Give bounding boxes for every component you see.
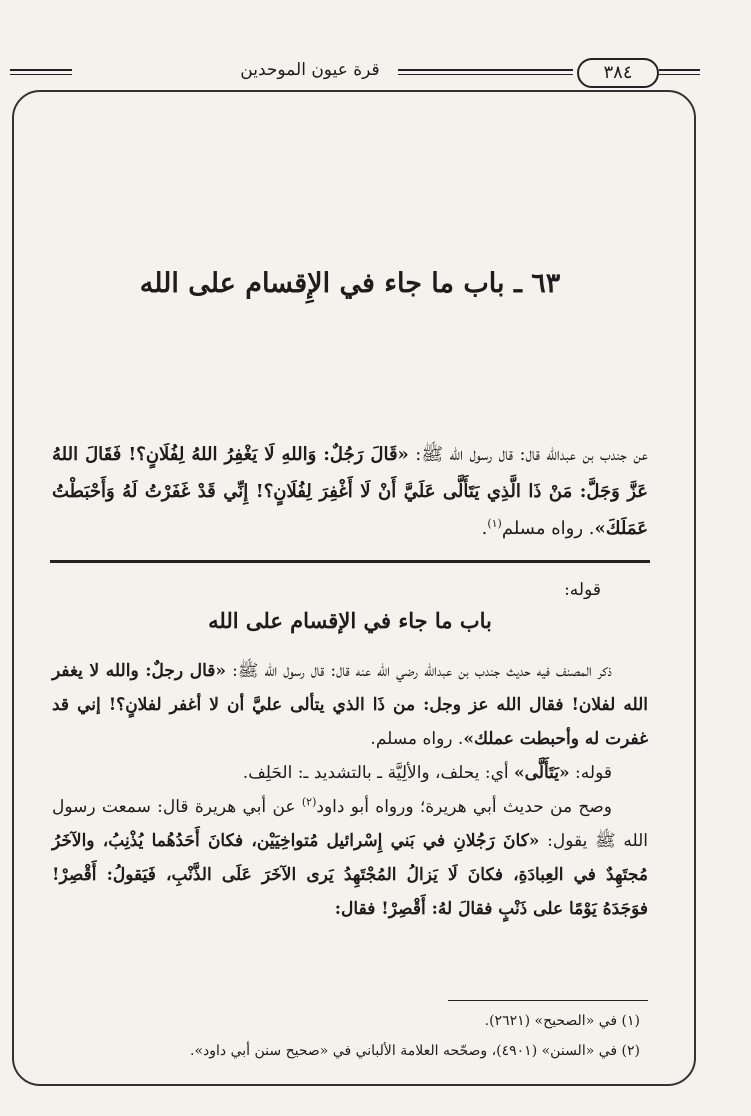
header-rule <box>398 74 573 75</box>
paragraph-text: قوله: <box>569 763 612 783</box>
paragraph <box>52 654 648 756</box>
section-heading: باب ما جاء في الإقسام على الله <box>208 608 492 633</box>
paragraph-text: عن أبي هريرة قال: سمعت رسول الله ﷺ يقول: <box>52 797 648 851</box>
commentary-label: قوله: <box>564 580 601 600</box>
hadith-quote: «قَالَ رَجُلٌ: وَاللهِ لَا يَغْفِرُ اللهُ لِفُلَانٍ؟! فَقَالَ اللهُ عَزَّ وَجَلَّ: مَنْ ذَا الَّذِي يَتَأَلَّى عَلَيَّ أَنْ لَا أَغْفِرَ لِفُلَانٍ؟! إِنِّي قَدْ غَفَرْتُ لَهُ وَأَحْبَطْتُ عَمَلَكَ» <box>52 444 648 539</box>
footnote-marker: (٢) <box>301 795 317 809</box>
paragraph <box>52 756 648 790</box>
header-rule <box>10 69 72 71</box>
footnote: (١) في «الصحيح» (٢٦٢١). <box>484 1013 640 1029</box>
paragraph-text: . رواه مسلم. <box>370 729 464 749</box>
header-rule <box>10 74 72 75</box>
paragraph-text: ذكر المصنف فيه حديث جندب بن عبدالله رضي الله عنه قال: قال رسول الله ﷺ: <box>226 661 613 681</box>
commentary-body <box>52 654 648 926</box>
paragraph-text: وصح من حديث أبي هريرة؛ ورواه أبو داود <box>316 797 613 817</box>
header-rule <box>659 69 700 71</box>
chapter-title: ٦٣ ـ باب ما جاء في الإِقسام على الله <box>139 268 561 299</box>
quoted-hadith: «كانَ رَجُلانِ في بَني إِسْرائيل مُتواخِيَيْن، فكانَ أَحَدُهُما يُذْنِبُ، والآخَرُ مُجتَهِدٌ في العِبادَةِ، فكانَ لَا يَزالُ المُجْتَهِدُ يَرى الآخَرَ عَلَى الذَّنْبِ، فَيَقولُ: أَقْصِرْ! فوَجَدَهُ يَوْمًا على ذَنْبٍ فقالَ لهُ: أَقْصِرْ! فقال: <box>52 831 648 919</box>
footnote: (٢) في «السنن» (٤٩٠١)، وصحّحه العلامة الألباني في «صحيح سنن أبي داود». <box>190 1043 640 1059</box>
footnotes <box>52 1006 648 1066</box>
footnote-rule <box>448 1000 648 1001</box>
hadith-end: . <box>481 518 488 539</box>
running-header-title: قرة عيون الموحدين <box>240 60 380 80</box>
running-header <box>10 54 700 92</box>
footnote-marker: (١) <box>487 517 502 530</box>
section-divider <box>50 560 650 563</box>
page-number: ٣٨٤ <box>577 58 659 88</box>
quoted-hadith: «قال رجلٌ: والله لا يغفر الله لفلان! فقال الله عز وجل: من ذَا الذي يتألى عليَّ أن لا أغفر لفلانٍ؟! إني قد غفرت له وأحبطت عملك» <box>52 661 648 749</box>
hadith-text <box>52 436 648 547</box>
header-rule <box>398 69 573 71</box>
quoted-word: «يَتَأَلَّى» <box>514 763 570 783</box>
paragraph <box>52 790 648 926</box>
hadith-source: . رواه مسلم <box>501 518 595 539</box>
header-rule <box>659 74 700 75</box>
paragraph-text: أي: يحلف، والألِيَّة ـ بالتشديد ـ: الحَلِف. <box>242 763 515 783</box>
hadith-intro: عن جندب بن عبدالله قال: قال رسول الله ﷺ: <box>408 444 648 465</box>
